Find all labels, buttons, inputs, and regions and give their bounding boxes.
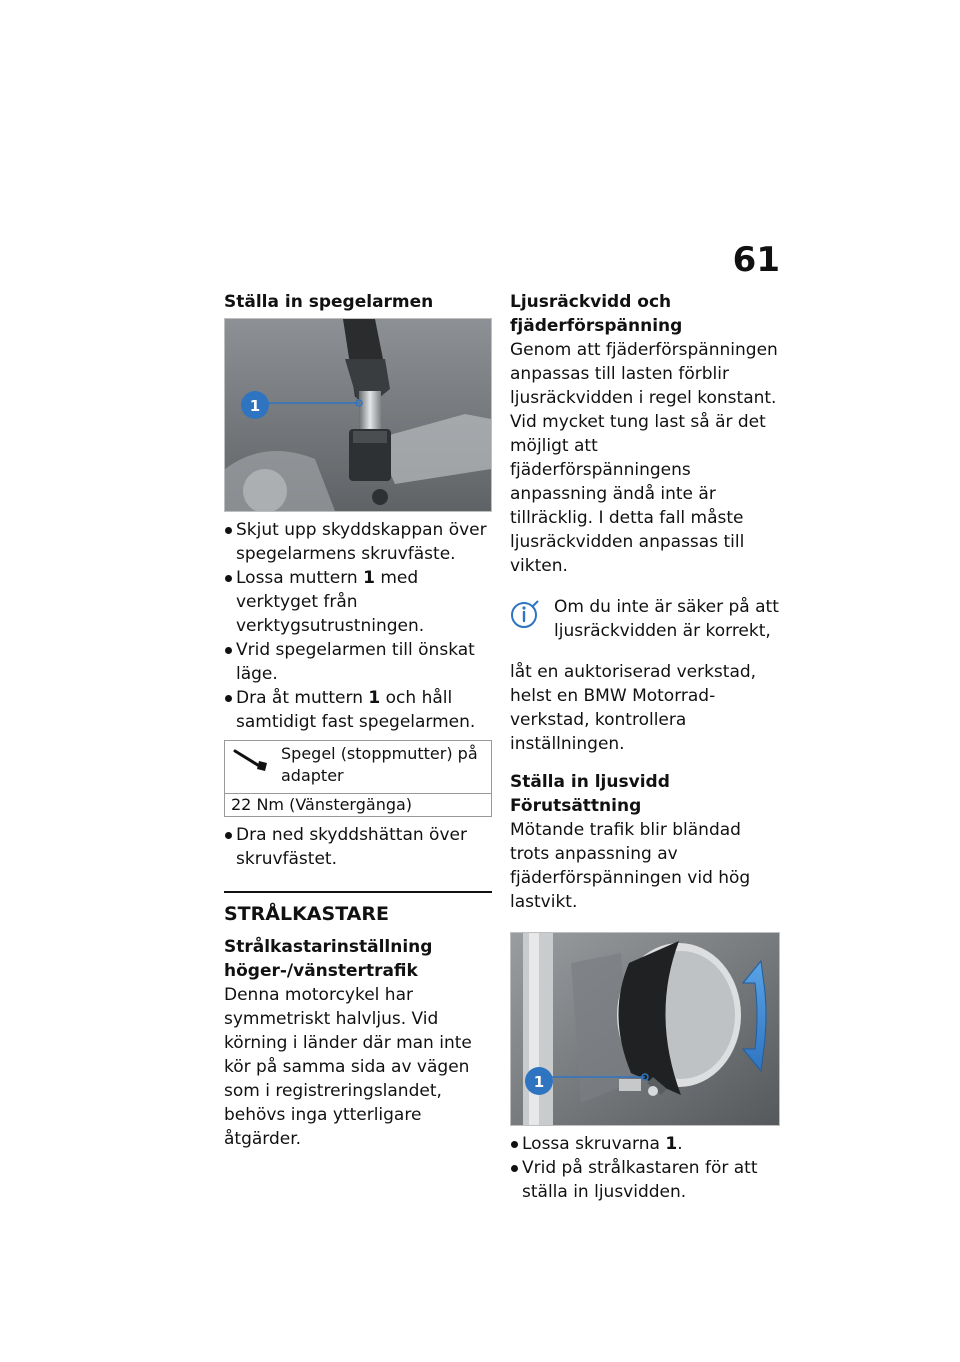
info-text-first: Om du inte är säker på att ljusräckvidden är korrekt, bbox=[554, 597, 779, 641]
torque-wrench-icon bbox=[231, 745, 271, 775]
list-item: Skjut upp skyddskappan över spegelarmens skruvfäste. bbox=[224, 518, 492, 566]
info-text-rest: låt en auktoriserad verkstad, helst en BMW Motorrad-verkstad, kontrollera inställningen. bbox=[510, 662, 757, 754]
list-item: Lossa skruvarna 1. bbox=[510, 1132, 782, 1156]
mirror-callout: 1 bbox=[249, 397, 261, 415]
mirror-steps bbox=[224, 518, 492, 734]
torque-label: Spegel (stoppmutter) på adapter bbox=[281, 744, 478, 785]
info-icon bbox=[510, 599, 540, 629]
adjust-heading: Ställa in ljusvidd bbox=[510, 772, 670, 792]
list-item: Dra ned skyddshättan över skruvfästet. bbox=[224, 823, 492, 871]
right-column bbox=[510, 290, 782, 1204]
reference-number: 1 bbox=[665, 1134, 678, 1154]
list-item: Vrid spegelarmen till önskat läge. bbox=[224, 638, 492, 686]
prerequisite-text: Mötande trafik blir bländad trots anpassning av fjäderförspänningen vid hög lastvikt. bbox=[510, 820, 751, 912]
list-item: Dra åt muttern 1 och håll samtidigt fast spegelarmen. bbox=[224, 686, 492, 734]
headlight-callout: 1 bbox=[533, 1073, 545, 1091]
mirror-heading: Ställa in spegelarmen bbox=[224, 292, 434, 312]
list-item: Vrid på strålkastaren för att ställa in ljusvidden. bbox=[510, 1156, 782, 1204]
mirror-final-steps bbox=[224, 823, 492, 871]
traffic-text: Denna motorcykel har symmetriskt halvljus. Vid körning i länder där man inte kör på samma sida av vägen som i registreringslandet, behövs inga ytterligare åtgärder. bbox=[224, 985, 472, 1149]
mirror-figure bbox=[224, 318, 492, 512]
section-title: STRÅLKASTARE bbox=[224, 903, 389, 925]
headlight-steps bbox=[510, 1132, 782, 1204]
range-heading: Ljusräckvidd och fjäderförspänning bbox=[510, 292, 683, 336]
traffic-heading: Strålkastarinställning höger-/vänstertrafik bbox=[224, 937, 433, 981]
reference-number: 1 bbox=[363, 568, 375, 588]
headlight-figure bbox=[510, 932, 780, 1126]
headlight-illustration bbox=[511, 933, 779, 1125]
prerequisite-heading: Förutsättning bbox=[510, 796, 642, 816]
list-item: Lossa muttern 1 med verktyget från verktygsutrustningen. bbox=[224, 566, 492, 638]
torque-value: 22 Nm (Vänstergänga) bbox=[225, 793, 491, 816]
reference-number: 1 bbox=[368, 688, 381, 708]
mirror-illustration bbox=[225, 319, 491, 511]
info-note bbox=[510, 595, 782, 756]
section-divider bbox=[224, 891, 492, 893]
page-number: 61 bbox=[732, 240, 780, 280]
range-text-1: Genom att fjäderförspänningen anpassas till lasten förblir ljusräckvidden i regel konstant. bbox=[510, 340, 778, 408]
range-text-2: Vid mycket tung last så är det möjligt att fjäderförspänningens anpassning ändå inte är tillräcklig. I detta fall måste ljusräckvidden anpassas till vikten. bbox=[510, 412, 766, 576]
torque-table bbox=[224, 740, 492, 817]
left-column bbox=[224, 290, 492, 1151]
